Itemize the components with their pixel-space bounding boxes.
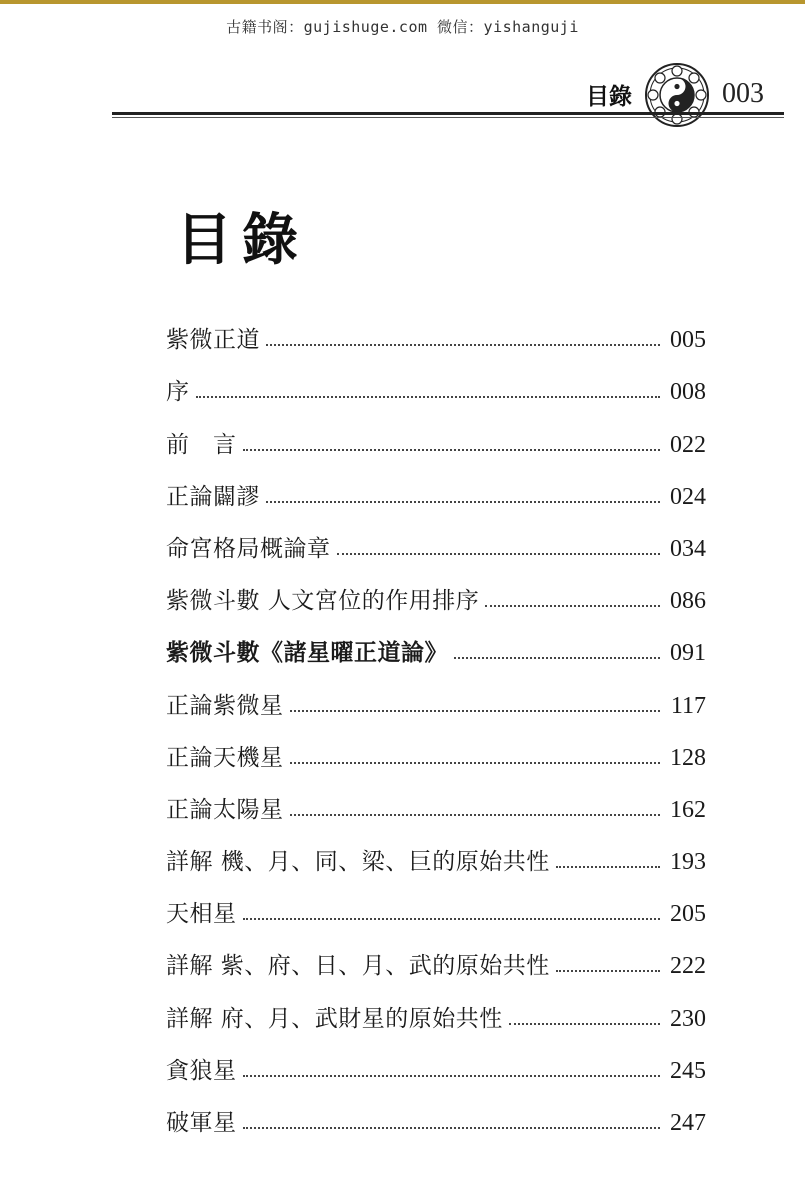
toc-entry — [166, 824, 706, 876]
toc-entry — [166, 876, 706, 928]
toc-entry — [166, 667, 706, 719]
toc-entry-page: 230 — [670, 1005, 706, 1032]
dot-leader — [290, 814, 661, 816]
dot-leader — [509, 1023, 660, 1025]
toc-entry-page: 008 — [670, 379, 706, 406]
toc-entry-page: 022 — [670, 431, 706, 458]
dot-leader — [243, 1075, 661, 1077]
toc-entry — [166, 720, 706, 772]
dot-leader — [485, 605, 660, 607]
header-section-title: 目錄 — [586, 84, 632, 110]
dot-leader — [266, 344, 660, 346]
running-header — [112, 60, 784, 124]
page-title: 目錄 — [176, 207, 308, 273]
toc-entry — [166, 615, 706, 667]
toc-entry — [166, 1033, 706, 1085]
toc-entry-page: 205 — [670, 901, 706, 928]
dot-leader — [337, 553, 661, 555]
toc-entry-page: 162 — [670, 796, 706, 823]
header-rule-thin — [112, 117, 784, 118]
toc-entry-title: 詳解 機、月、同、梁、巨的原始共性 — [166, 849, 550, 876]
toc-entry-title: 破軍星 — [166, 1110, 237, 1136]
toc-entry-title: 正論紫微星 — [166, 692, 284, 719]
toc-entry-page: 091 — [670, 640, 706, 667]
dot-leader — [556, 970, 660, 972]
toc-entry-page: 222 — [670, 953, 706, 980]
toc-entry-title: 序 — [166, 379, 190, 406]
toc-entry — [166, 980, 706, 1032]
toc-entry-page: 193 — [670, 849, 706, 876]
toc-entry-title: 正論闢謬 — [166, 483, 260, 510]
toc-entry — [166, 1085, 706, 1137]
toc-entry-title: 紫微正道 — [166, 327, 260, 354]
table-of-contents — [166, 302, 706, 1137]
toc-entry — [166, 563, 706, 615]
dot-leader — [266, 501, 660, 503]
toc-entry — [166, 459, 706, 511]
dot-leader — [290, 710, 661, 712]
dot-leader — [556, 866, 660, 868]
toc-entry-page: 024 — [670, 483, 706, 510]
toc-entry-title: 詳解 府、月、武財星的原始共性 — [166, 1005, 503, 1032]
taiji-emblem-icon — [644, 62, 710, 128]
dot-leader — [243, 918, 661, 920]
toc-entry-title: 天相星 — [166, 901, 237, 928]
header-rule-thick — [112, 112, 784, 115]
toc-entry — [166, 302, 706, 354]
toc-entry-title: 正論天機星 — [166, 744, 284, 771]
toc-entry-page: 117 — [670, 692, 706, 719]
toc-entry — [166, 354, 706, 406]
dot-leader — [243, 449, 661, 451]
top-border — [0, 0, 805, 4]
toc-entry-title: 命宮格局概論章 — [166, 535, 331, 562]
dot-leader — [243, 1127, 661, 1129]
toc-entry-page: 245 — [670, 1057, 706, 1084]
toc-entry-title: 詳解 紫、府、日、月、武的原始共性 — [166, 953, 550, 980]
toc-entry — [166, 928, 706, 980]
header-page-number: 003 — [722, 78, 764, 109]
toc-entry-title: 貪狼星 — [166, 1057, 237, 1084]
dot-leader — [196, 396, 661, 398]
dot-leader — [454, 657, 660, 659]
toc-entry-title: 正論太陽星 — [166, 796, 284, 823]
toc-entry — [166, 772, 706, 824]
toc-entry — [166, 406, 706, 458]
toc-entry-page: 086 — [670, 588, 706, 615]
dot-leader — [290, 762, 661, 764]
toc-entry-title: 紫微斗數 人文宮位的作用排序 — [166, 588, 480, 615]
toc-entry-page: 034 — [670, 535, 706, 562]
toc-entry — [166, 511, 706, 563]
toc-entry-page: 247 — [670, 1110, 706, 1136]
toc-entry-page: 128 — [670, 744, 706, 771]
watermark-text: 古籍书阁：gujishuge.com 微信：yishanguji — [226, 18, 579, 36]
toc-entry-title: 前 言 — [166, 431, 237, 458]
toc-entry-title: 紫微斗數《諸星曜正道論》 — [166, 640, 448, 667]
toc-entry-page: 005 — [670, 327, 706, 354]
